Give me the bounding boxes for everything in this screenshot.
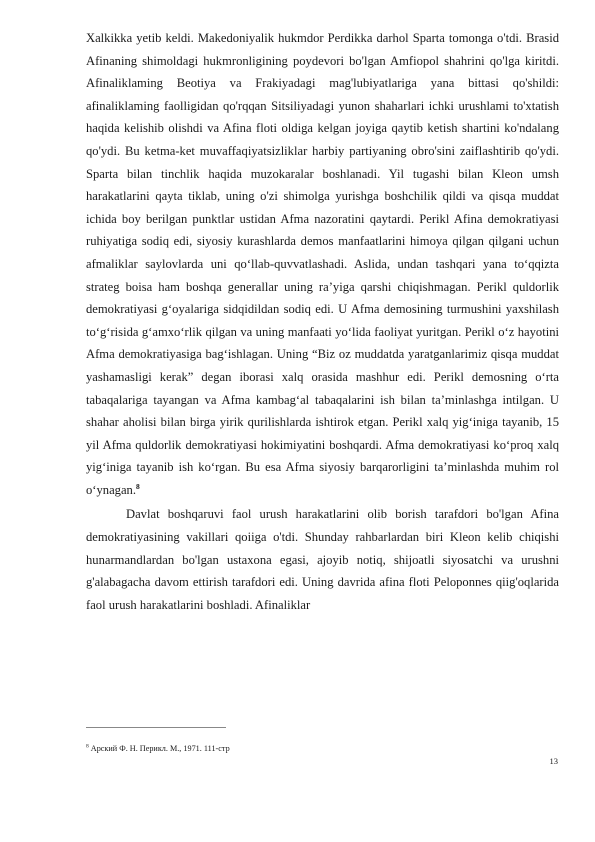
body-paragraph-2: Davlat boshqaruvi faol urush harakatlarini olib borish tarafdori bo'lgan Afina demokratiyasining vakillari qoiiga o'tdi. Shunday rahbarlardan biri Kleon kelib chiqishi hunarmandlardan bo'lgan ustaxona egasi, ajoyib notiq, shijoatli siyosatchi va urushni g'alabagacha davom ettirish tarafdori edi. Uning davrida afina floti Peloponnes qiig'oqlarida faol urush harakatlarini boshladi. Afinaliklar [86, 507, 559, 612]
footnote-reference[interactable]: 8 [136, 481, 140, 491]
footnote [86, 743, 230, 754]
paragraph-1-text: Xalkikka yetib keldi. Makedoniyalik hukmdor Perdikka darhol Sparta tomonga o'tdi. Brasid Afinaning shimoldagi hukmronligining poydevori bo'lgan Amfiopol shahrini qo'lga kiritdi. Afinaliklaming Beotiya va Frakiyadagi mag'lubiyatlariga yana bittasi qo'shildi: afinaliklaming faolligidan qo'rqqan Sitsiliyadagi yunon shaharlari ichki urushlami to'xtatish haqida kelishib olishdi va Afina floti oldiga kelgan joyiga qaytib ketish shartini ko'ndalang qo'ydi. Bu ketma-ket muvaffaqiyatsizliklar harbiy partiyaning obro'sini zaiflashtirib qo'ydi. Sparta bilan tinchlik haqida muzokaralar boshlanadi. Yil tugashi bilan Kleon umsh harakatlarini qayta tiklab, uning o'zi shimolga yurishga boshchilik qildi va qisqa muddat ichida boy berilgan punktlar ustidan Afma nazoratini qaytardi. Perikl Afina demokratiyasi ruhiyatiga sodiq edi, siyosiy kurashlarda demos manfaatlarini himoya qilgan qilgani uchun afmaliklar saylovlarda uni qo‘llab-quvvatlashadi. Aslida, undan tashqari yana to‘qqizta strateg boisa ham boshqa generallar uning ra’yiga qarshi chiqishmagan. Perikl quldorlik demokratiyasi g‘oyalariga sidqidildan sodiq edi. U Afma demosining turmushini yaxshilash to‘g‘risida g‘amxo‘rlik qilgan va uning manfaati yo‘lida faoliyat yuritgan. Perikl o‘z hayotini Afma demokratiyasiga bag‘ishlagan. Uning “Biz oz muddatda yaratganlarimiz qisqa muddat yashamasligi kerak” degan iborasi xalq orasida mashhur edi. Perikl demosning o‘rta tabaqalariga tayangan va Afma kambag‘al tabaqalarini ish bilan ta’minlashga intilgan. U shahar aholisi bilan birga yirik qurilishlarda ishtirok etgan. Perikl xalq yig‘iniga tayanib, 15 yil Afma quldorlik demokratiyasi hokimiyatini boshqardi. Afma demokratiyasi ko‘proq xalq yig‘iniga tayanib ish ko‘rgan. Bu esa Afma siyosiy barqarorligini ta’minlashda muhim rol o‘ynagan. [86, 31, 559, 497]
page-body [86, 27, 559, 616]
footnote-number: 8 [86, 743, 89, 750]
page-number: 13 [549, 756, 558, 766]
footnote-divider [86, 727, 226, 728]
footnote-text: Арский Ф. Н. Перикл. М., 1971. 111-стр [90, 744, 230, 753]
body-paragraph-1 [86, 27, 559, 501]
